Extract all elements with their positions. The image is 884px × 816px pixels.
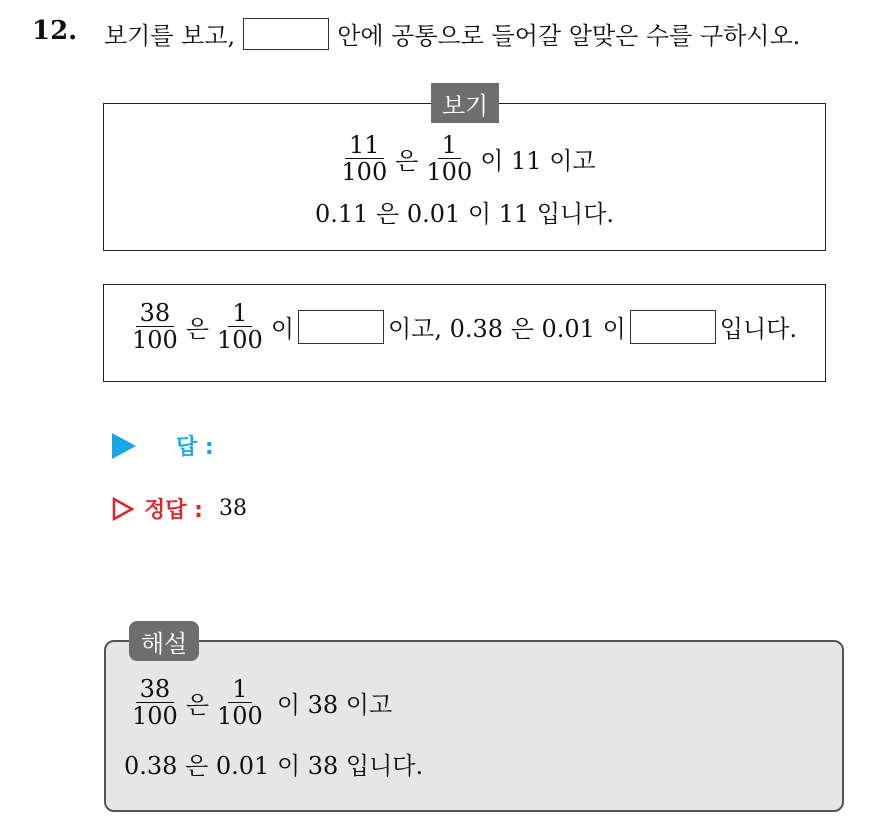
question-text-before: 보기를 보고,	[104, 22, 236, 50]
bogi-text: 이 11 이고	[480, 147, 596, 176]
correct-answer-value: 38	[218, 496, 247, 521]
answer-blank-2[interactable]	[630, 310, 716, 344]
explanation-line-1	[124, 676, 392, 730]
question-text-after: 안에 공통으로 들어갈 알맞은 수를 구하시오.	[337, 22, 801, 50]
explanation-text: 은	[185, 691, 209, 720]
fraction-numerator: 1	[228, 300, 251, 327]
explanation-line-2: 0.38 은 0.01 이 38 입니다.	[124, 752, 424, 780]
explanation-fraction-1	[128, 676, 182, 730]
fraction-denominator: 100	[426, 158, 473, 187]
question-number: 12.	[32, 16, 78, 46]
bogi-line-2: 0.11 은 0.01 이 11 입니다.	[314, 200, 615, 228]
explanation-tag: 해설	[129, 621, 199, 661]
question-text	[104, 16, 800, 51]
fraction-numerator: 38	[136, 676, 175, 703]
correct-answer-label: 정답 :	[144, 498, 203, 523]
fraction-numerator: 11	[345, 132, 384, 159]
fraction-denominator: 100	[217, 326, 263, 355]
problem-text: 입니다.	[719, 315, 797, 344]
fraction-denominator: 100	[341, 158, 388, 187]
bogi-fraction-2	[422, 132, 476, 186]
bogi-line-1	[103, 132, 826, 186]
fraction-denominator: 100	[132, 326, 178, 355]
fraction-numerator: 1	[228, 676, 251, 703]
correct-answer-row	[112, 493, 247, 524]
answer-label: 답 :	[176, 435, 214, 460]
question-blank-box	[243, 18, 329, 50]
answer-blank-1[interactable]	[298, 310, 384, 344]
problem-line	[124, 300, 797, 354]
explanation-text: 이 38 이고	[276, 691, 393, 720]
fraction-denominator: 100	[132, 702, 178, 731]
fraction-denominator: 100	[217, 702, 263, 731]
bogi-fraction-1	[337, 132, 391, 186]
explanation-fraction-2	[213, 676, 267, 730]
problem-text: 이고, 0.38 은 0.01 이	[388, 315, 626, 344]
answer-row	[112, 430, 214, 461]
problem-text: 은	[185, 315, 209, 344]
problem-fraction-1	[128, 300, 182, 354]
problem-fraction-2	[213, 300, 267, 354]
problem-text: 이	[270, 315, 294, 344]
fraction-numerator: 38	[136, 300, 175, 327]
fraction-numerator: 1	[438, 132, 461, 159]
outline-triangle-icon	[112, 497, 134, 521]
bogi-tag: 보기	[431, 83, 499, 123]
bogi-text: 은	[395, 147, 419, 176]
play-triangle-icon	[112, 433, 136, 459]
